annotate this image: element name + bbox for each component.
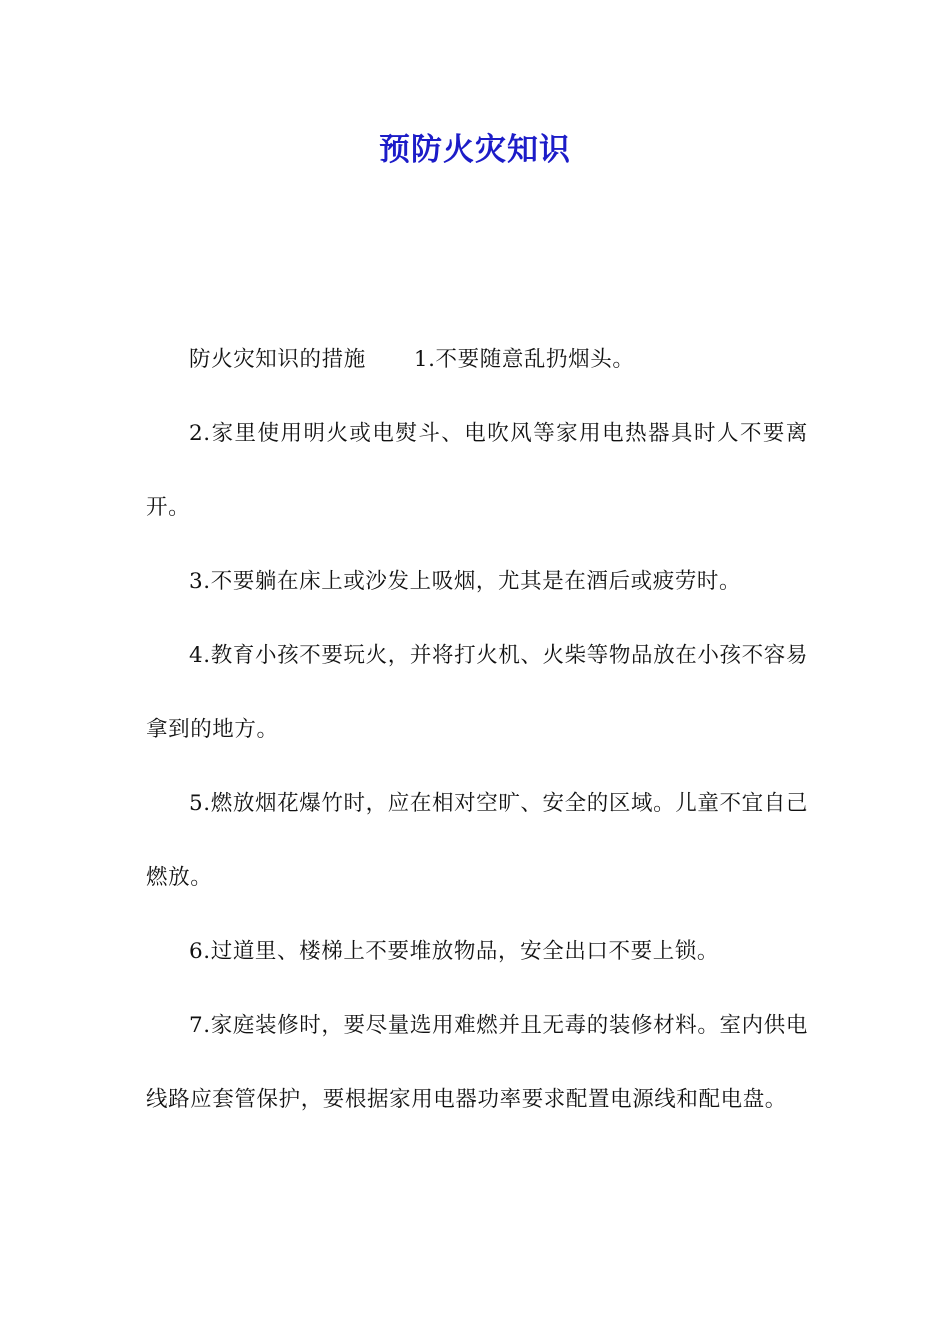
paragraph-item-4: 4.教育小孩不要玩火，并将打火机、火柴等物品放在小孩不容易拿到的地方。 bbox=[146, 643, 808, 742]
paragraph-item-7: 7.家庭装修时，要尽量选用难燃并且无毒的装修材料。室内供电线路应套管保护，要根据家用电器功率要求配置电源线和配电盘。 bbox=[146, 1013, 808, 1112]
intro-heading: 防火灾知识的措施 bbox=[189, 347, 366, 372]
paragraph-item-2: 2.家里使用明火或电熨斗、电吹风等家用电热器具时人不要离开。 bbox=[146, 421, 808, 520]
paragraph-item-3: 3.不要躺在床上或沙发上吸烟，尤其是在酒后或疲劳时。 bbox=[189, 569, 742, 594]
page-title: 预防火灾知识 bbox=[379, 132, 571, 168]
document-body bbox=[146, 323, 808, 1137]
paragraph-item-5: 5.燃放烟花爆竹时，应在相对空旷、安全的区域。儿童不宜自己燃放。 bbox=[146, 791, 808, 890]
intro-paragraph bbox=[146, 323, 808, 397]
intro-first-item: 1.不要随意乱扔烟头。 bbox=[413, 347, 635, 372]
paragraph-item-6: 6.过道里、楼梯上不要堆放物品，安全出口不要上锁。 bbox=[189, 939, 720, 964]
